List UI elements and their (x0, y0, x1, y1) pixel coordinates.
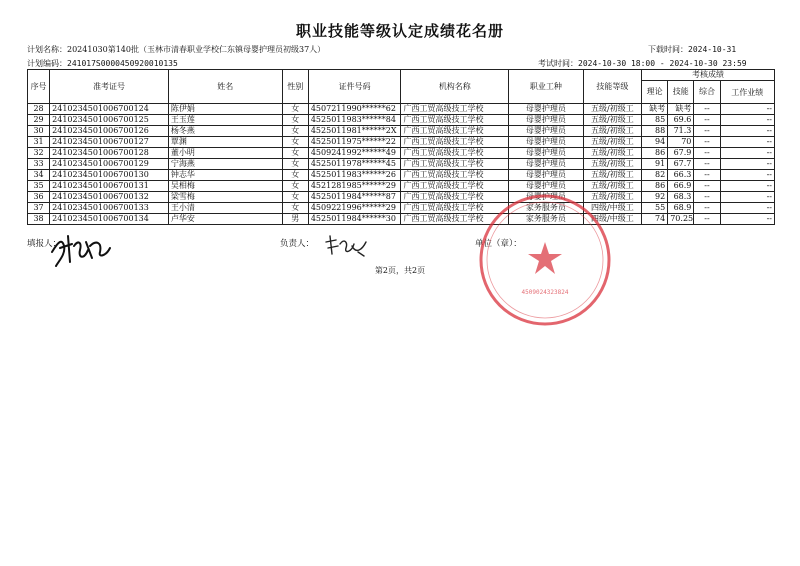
cell-work: -- (720, 203, 774, 214)
cell-theory: 92 (642, 192, 668, 203)
exam-time-label: 考试时间： (538, 59, 578, 68)
cell-id-no: 4525011984******87 (308, 192, 401, 203)
cell-work: -- (720, 192, 774, 203)
exam-time-line (538, 58, 747, 69)
cell-skill: 71.3 (668, 126, 694, 137)
table-row (28, 170, 775, 181)
cell-job: 母婴护理员 (509, 148, 583, 159)
table-row (28, 137, 775, 148)
filler-label: 填报人： (27, 239, 62, 249)
plan-code-value: 241017S000045092001013​5 (67, 59, 178, 68)
cell-theory: 82 (642, 170, 668, 181)
cell-org: 广西工贸高级技工学校 (401, 214, 509, 225)
cell-id-no: 4521281985******29 (308, 181, 401, 192)
header-level: 技能等级 (583, 70, 641, 104)
cell-seq: 30 (28, 126, 50, 137)
cell-ticket: 2410234501006700131 (50, 181, 169, 192)
cell-work: -- (720, 126, 774, 137)
header-skill: 技能 (668, 81, 694, 104)
score-roster-table (27, 69, 775, 225)
exam-time-value: 2024-10-30 18:00 - 2024-10-30 23:59 (578, 59, 747, 68)
cell-id-no: 4525011983******84 (308, 115, 401, 126)
cell-ticket: 2410234501006700126 (50, 126, 169, 137)
header-job: 职业工种 (509, 70, 583, 104)
table-row (28, 104, 775, 115)
cell-level: 四级/中级工 (583, 214, 641, 225)
header-score-group: 考核成绩 (642, 70, 775, 81)
cell-id-no: 4525011978******45 (308, 159, 401, 170)
cell-job: 母婴护理员 (509, 170, 583, 181)
cell-gender: 女 (282, 104, 308, 115)
cell-ticket: 2410234501006700133 (50, 203, 169, 214)
plan-code-label: 计划编码： (27, 59, 67, 68)
cell-job: 母婴护理员 (509, 181, 583, 192)
cell-theory: 86 (642, 148, 668, 159)
cell-org: 广西工贸高级技工学校 (401, 192, 509, 203)
cell-level: 五级/初级工 (583, 181, 641, 192)
cell-org: 广西工贸高级技工学校 (401, 137, 509, 148)
cell-id-no: 4525011975******22 (308, 137, 401, 148)
cell-gender: 女 (282, 170, 308, 181)
cell-job: 母婴护理员 (509, 137, 583, 148)
cell-theory: 91 (642, 159, 668, 170)
table-row (28, 159, 775, 170)
cell-skill: 70.25 (668, 214, 694, 225)
table-row (28, 115, 775, 126)
cell-theory: 74 (642, 214, 668, 225)
header-gender: 性别 (282, 70, 308, 104)
cell-gender: 女 (282, 192, 308, 203)
cell-gender: 女 (282, 159, 308, 170)
cell-skill: 68.9 (668, 203, 694, 214)
cell-theory: 85 (642, 115, 668, 126)
cell-work: -- (720, 137, 774, 148)
table-row (28, 126, 775, 137)
header-id-no: 证件号码 (308, 70, 401, 104)
cell-level: 五级/初级工 (583, 170, 641, 181)
download-time-value: 2024-10-31 (688, 45, 737, 54)
cell-overall: -- (694, 137, 720, 148)
cell-ticket: 2410234501006700130 (50, 170, 169, 181)
cell-org: 广西工贸高级技工学校 (401, 170, 509, 181)
cell-seq: 36 (28, 192, 50, 203)
table-row (28, 148, 775, 159)
cell-level: 五级/初级工 (583, 148, 641, 159)
header-theory: 理论 (642, 81, 668, 104)
cell-gender: 男 (282, 214, 308, 225)
cell-job: 母婴护理员 (509, 126, 583, 137)
cell-name: 王玉莲 (168, 115, 282, 126)
cell-work: -- (720, 148, 774, 159)
cell-theory: 55 (642, 203, 668, 214)
cell-level: 五级/初级工 (583, 115, 641, 126)
official-seal-stamp (475, 190, 615, 330)
cell-gender: 女 (282, 115, 308, 126)
header-name: 姓名 (168, 70, 282, 104)
header-ticket: 准考证号 (50, 70, 169, 104)
plan-name-value: 20241030第140批（玉林市清春职业学校仁东镇母婴护理员初级37人） (67, 45, 326, 54)
cell-name: 卢华安 (168, 214, 282, 225)
cell-overall: -- (694, 181, 720, 192)
cell-job: 家务服务员 (509, 214, 583, 225)
cell-gender: 女 (282, 181, 308, 192)
cell-ticket: 2410234501006700127 (50, 137, 169, 148)
cell-org: 广西工贸高级技工学校 (401, 126, 509, 137)
cell-skill: 67.9 (668, 148, 694, 159)
cell-work: -- (720, 181, 774, 192)
cell-name: 陈伊娟 (168, 104, 282, 115)
cell-overall: -- (694, 148, 720, 159)
cell-id-no: 4525011981******2X (308, 126, 401, 137)
cell-gender: 女 (282, 203, 308, 214)
cell-overall: -- (694, 170, 720, 181)
cell-skill: 66.3 (668, 170, 694, 181)
roster-body (28, 104, 775, 225)
cell-name: 梁雪梅 (168, 192, 282, 203)
plan-name-line (27, 44, 325, 55)
cell-seq: 35 (28, 181, 50, 192)
table-row (28, 203, 775, 214)
cell-work: -- (720, 214, 774, 225)
cell-overall: -- (694, 104, 720, 115)
cell-seq: 37 (28, 203, 50, 214)
cell-org: 广西工贸高级技工学校 (401, 159, 509, 170)
cell-work: -- (720, 159, 774, 170)
cell-ticket: 2410234501006700128 (50, 148, 169, 159)
cell-ticket: 2410234501006700124 (50, 104, 169, 115)
cell-work: -- (720, 115, 774, 126)
cell-seq: 32 (28, 148, 50, 159)
cell-seq: 34 (28, 170, 50, 181)
cell-id-no: 4525011984******30 (308, 214, 401, 225)
cell-theory: 94 (642, 137, 668, 148)
cell-name: 杨冬燕 (168, 126, 282, 137)
cell-level: 五级/初级工 (583, 192, 641, 203)
cell-id-no: 4525011983******26 (308, 170, 401, 181)
cell-name: 覃渊 (168, 137, 282, 148)
cell-seq: 28 (28, 104, 50, 115)
unit-label: 单位（章）： (475, 239, 522, 249)
cell-seq: 31 (28, 137, 50, 148)
cell-job: 母婴护理员 (509, 192, 583, 203)
cell-job: 母婴护理员 (509, 104, 583, 115)
page-info: 第2页，共2页 (374, 266, 426, 275)
cell-job: 家务服务员 (509, 203, 583, 214)
cell-overall: -- (694, 159, 720, 170)
cell-seq: 38 (28, 214, 50, 225)
cell-seq: 29 (28, 115, 50, 126)
cell-overall: -- (694, 214, 720, 225)
header-overall: 综合 (694, 81, 720, 104)
cell-theory: 88 (642, 126, 668, 137)
cell-id-no: 4509241992******49 (308, 148, 401, 159)
cell-skill: 70 (668, 137, 694, 148)
cell-work: -- (720, 104, 774, 115)
cell-org: 广西工贸高级技工学校 (401, 104, 509, 115)
download-time-label: 下载时间： (648, 45, 688, 54)
download-time-line (648, 44, 736, 55)
cell-ticket: 2410234501006700129 (50, 159, 169, 170)
cell-gender: 女 (282, 137, 308, 148)
plan-code-line (27, 58, 178, 69)
cell-overall: -- (694, 115, 720, 126)
cell-theory: 86 (642, 181, 668, 192)
cell-level: 四级/中级工 (583, 203, 641, 214)
cell-theory: 缺考 (642, 104, 668, 115)
header-seq: 序号 (28, 70, 50, 104)
cell-org: 广西工贸高级技工学校 (401, 181, 509, 192)
cell-name: 吴相梅 (168, 181, 282, 192)
header-work: 工作业绩 (720, 81, 774, 104)
cell-skill: 66.9 (668, 181, 694, 192)
cell-id-no: 450721199​0******62 (308, 104, 401, 115)
cell-ticket: 2410234501006700134 (50, 214, 169, 225)
cell-skill: 68.3 (668, 192, 694, 203)
cell-name: 宁海燕 (168, 159, 282, 170)
cell-level: 五级/初级工 (583, 104, 641, 115)
cell-work: -- (720, 170, 774, 181)
cell-job: 母婴护理员 (509, 115, 583, 126)
cell-overall: -- (694, 192, 720, 203)
filler-signature (48, 232, 114, 268)
cell-overall: -- (694, 126, 720, 137)
cell-overall: -- (694, 203, 720, 214)
header-org: 机构名称 (401, 70, 509, 104)
cell-seq: 33 (28, 159, 50, 170)
cell-org: 广西工贸高级技工学校 (401, 203, 509, 214)
cell-id-no: 4509221996******29 (308, 203, 401, 214)
cell-level: 五级/初级工 (583, 137, 641, 148)
cell-skill: 67.7 (668, 159, 694, 170)
cell-level: 五级/初级工 (583, 159, 641, 170)
cell-name: 王小清 (168, 203, 282, 214)
cell-skill: 缺考 (668, 104, 694, 115)
stamp-number: 4509024323824 (521, 289, 569, 296)
plan-name-label: 计划名称： (27, 45, 67, 54)
cell-level: 五级/初级工 (583, 126, 641, 137)
table-row (28, 192, 775, 203)
responsible-label: 负责人： (280, 239, 315, 249)
responsible-signature (322, 234, 370, 260)
cell-job: 母婴护理员 (509, 159, 583, 170)
cell-ticket: 2410234501006700132 (50, 192, 169, 203)
cell-name: 董小明 (168, 148, 282, 159)
cell-ticket: 2410234501006700125 (50, 115, 169, 126)
cell-gender: 女 (282, 126, 308, 137)
cell-org: 广西工贸高级技工学校 (401, 115, 509, 126)
cell-org: 广西工贸高级技工学校 (401, 148, 509, 159)
cell-skill: 69.6 (668, 115, 694, 126)
table-row (28, 214, 775, 225)
cell-gender: 女 (282, 148, 308, 159)
cell-name: 钟志华 (168, 170, 282, 181)
table-row (28, 181, 775, 192)
document-title: 职业技能等级认定成绩花名册 (295, 22, 504, 40)
